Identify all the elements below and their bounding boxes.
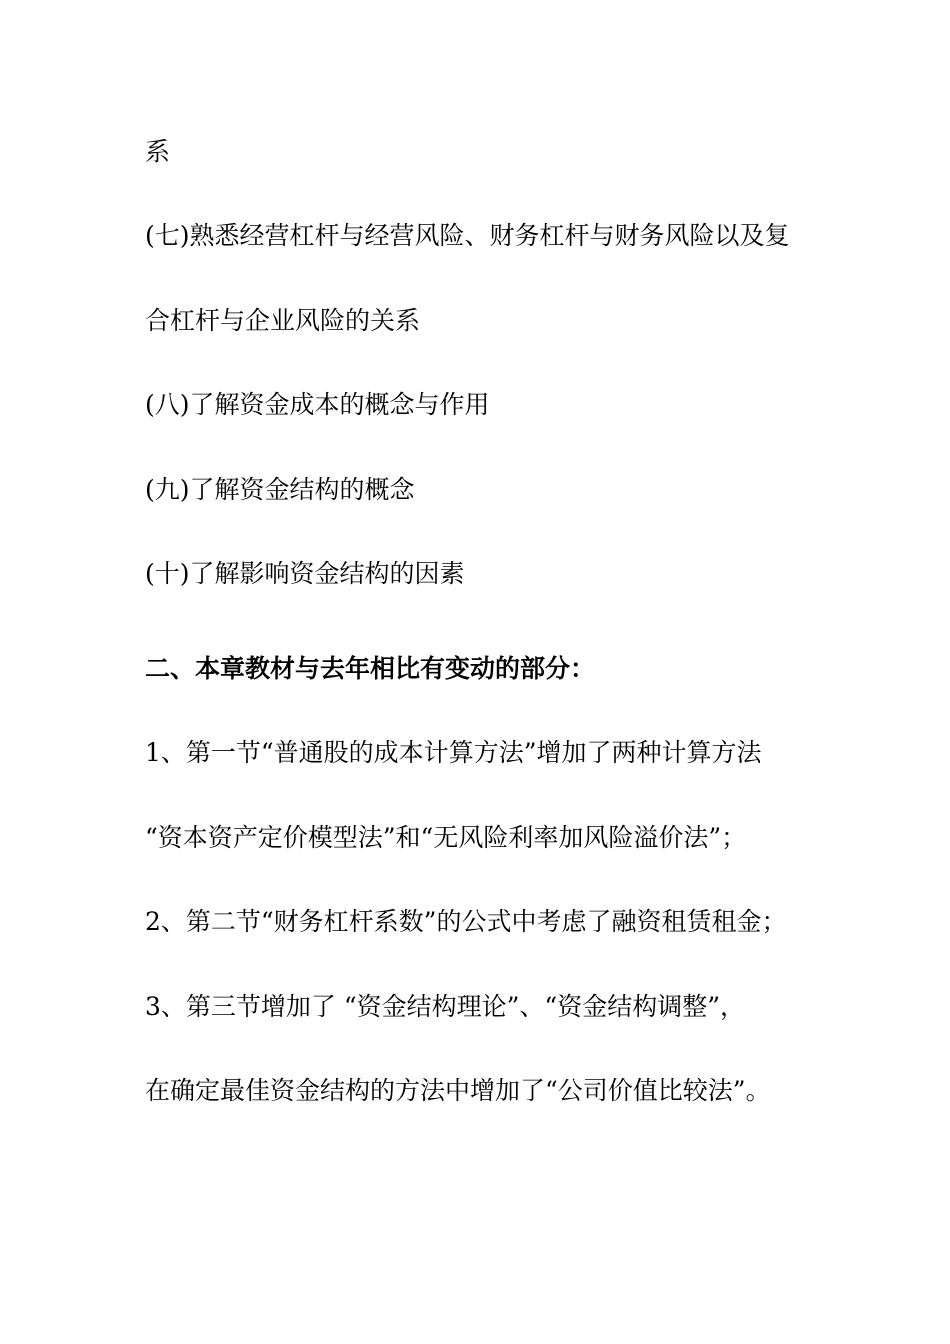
text-line-item-7-cont: 合杠杆与企业风险的关系 bbox=[145, 306, 421, 335]
text-line-item-8: (八)了解资金成本的概念与作用 bbox=[145, 390, 490, 419]
text-line-change-1-cont: “资本资产定价模型法”和“无风险利率加风险溢价法”； bbox=[145, 823, 747, 852]
text-line-continuation: 系 bbox=[145, 137, 171, 166]
text-line-change-2: 2、第二节“财务杠杆系数”的公式中考虑了融资租赁租金； bbox=[145, 907, 787, 936]
text-line-item-10: (十)了解影响资金结构的因素 bbox=[145, 559, 465, 588]
text-line-change-1: 1、第一节“普通股的成本计算方法”增加了两种计算方法 bbox=[145, 738, 762, 767]
text-line-item-9: (九)了解资金结构的概念 bbox=[145, 475, 415, 504]
text-line-change-3-cont: 在确定最佳资金结构的方法中增加了“公司价值比较法”。 bbox=[145, 1076, 771, 1105]
text-line-change-3: 3、第三节增加了 “资金结构理论”、“资金结构调整”， bbox=[145, 992, 745, 1021]
text-line-item-7: (七)熟悉经营杠杆与经营风险、财务杠杆与财务风险以及复 bbox=[145, 221, 790, 250]
section-heading: 二、本章教材与去年相比有变动的部分： bbox=[145, 654, 596, 683]
